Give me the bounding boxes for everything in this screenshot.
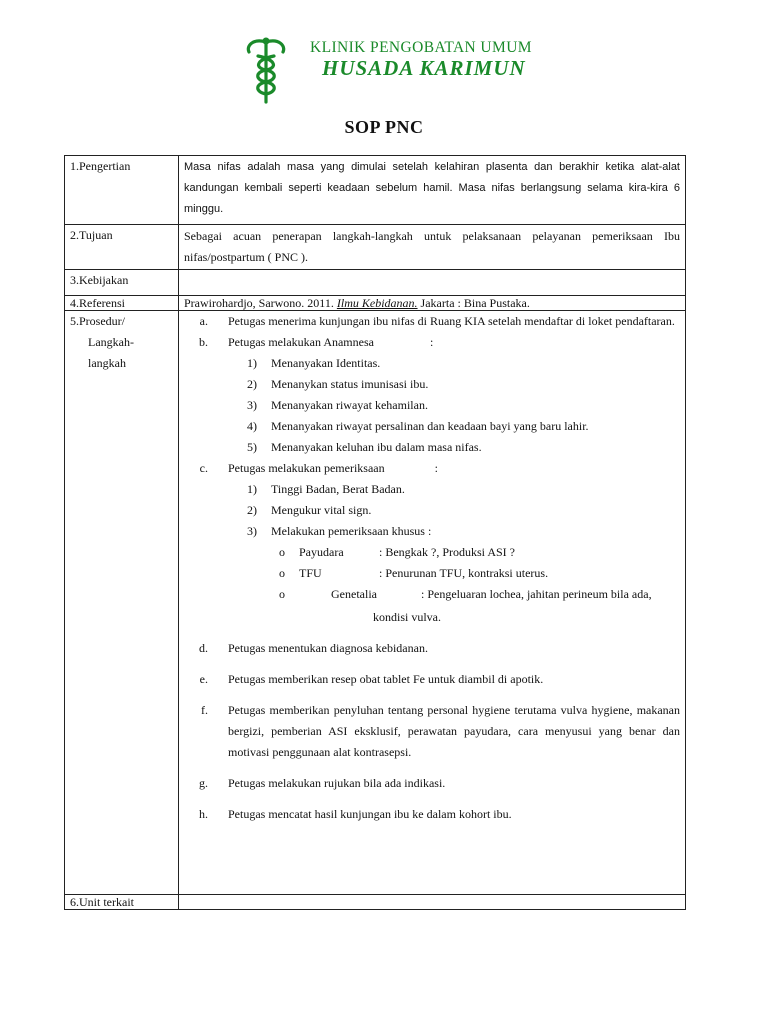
sub-marker: 2) [247, 503, 257, 517]
step-d [184, 638, 680, 659]
label-referensi [65, 296, 179, 311]
unit-terkait-text [179, 895, 686, 910]
step-h [184, 804, 680, 825]
clinic-header [0, 34, 768, 104]
step-text: Petugas menentukan diagnosa kebidanan. [228, 641, 428, 655]
document-title: SOP PNC [344, 117, 424, 137]
label-text: langkah [88, 356, 126, 370]
spacer [184, 659, 680, 669]
clinic-name-line2: HUSADA KARIMUN [322, 56, 526, 80]
step-text: Petugas memberikan resep obat tablet Fe untuk diambil di apotik. [228, 672, 544, 686]
label-text: 1.Pengertian [70, 159, 131, 173]
step-marker: c. [199, 461, 208, 475]
bullet-marker: o [279, 587, 285, 601]
step-b-4 [184, 416, 680, 437]
bullet-marker: o [279, 566, 285, 580]
bullet-value: : Pengeluaran lochea, jahitan perineum bila ada, [421, 587, 652, 601]
sub-text: Menanyakan keluhan ibu dalam masa nifas. [271, 440, 482, 454]
spacer [184, 794, 680, 804]
spacer [184, 628, 680, 638]
step-b-5 [184, 437, 680, 458]
step-b-1 [184, 353, 680, 374]
label-prosedur [65, 311, 179, 895]
ref-book-title: Ilmu Kebidanan. [336, 296, 418, 310]
step-b [184, 332, 680, 353]
spacer [184, 690, 680, 700]
sub-text: Menanykan status imunisasi ibu. [271, 377, 429, 391]
label-kebijakan [65, 270, 179, 296]
bullet-tfu [184, 563, 680, 584]
step-text: Petugas menerima kunjungan ibu nifas di Ruang KIA setelah mendaftar di loket pendaftaran. [228, 314, 675, 328]
sub-text: Menanyakan riwayat persalinan dan keadaan bayi yang baru lahir. [271, 419, 589, 433]
bullet-name: TFU [299, 566, 322, 580]
ref-author: Prawirohardjo, Sarwono. 2011. [184, 296, 337, 310]
sub-text: Menanyakan Identitas. [271, 356, 381, 370]
sub-text: Menanyakan riwayat kehamilan. [271, 398, 428, 412]
step-text: Petugas melakukan Anamnesa [228, 335, 374, 349]
label-text: 5.Prosedur/ [70, 314, 125, 328]
bullet-name: Payudara [299, 545, 344, 559]
step-e [184, 669, 680, 690]
step-marker: e. [199, 672, 208, 686]
row-tujuan [65, 225, 686, 270]
step-a [184, 311, 680, 332]
kebijakan-text [179, 270, 686, 296]
label-text: 2.Tujuan [70, 228, 113, 242]
sub-marker: 4) [247, 419, 257, 433]
step-colon: : [434, 461, 438, 475]
row-referensi [65, 296, 686, 311]
step-f [184, 700, 680, 763]
sub-marker: 1) [247, 356, 257, 370]
clinic-name-line1: KLINIK PENGOBATAN UMUM [310, 39, 532, 56]
label-text: 6.Unit terkait [70, 895, 134, 909]
label-tujuan [65, 225, 179, 270]
step-marker: h. [199, 807, 208, 821]
spacer [184, 763, 680, 773]
label-unit-terkait [65, 895, 179, 910]
sub-marker: 3) [247, 524, 257, 538]
bullet-marker: o [279, 545, 285, 559]
sub-marker: 5) [247, 440, 257, 454]
step-b-3 [184, 395, 680, 416]
sop-table [64, 155, 686, 910]
sub-text: Mengukur vital sign. [271, 503, 372, 517]
step-c-2 [184, 500, 680, 521]
referensi-text [179, 296, 686, 311]
step-marker: d. [199, 641, 208, 655]
label-text: 3.Kebijakan [70, 273, 129, 287]
step-marker: a. [199, 314, 208, 328]
bullet-name: Genetalia [331, 587, 377, 601]
row-pengertian [65, 156, 686, 225]
bullet-payudara [184, 542, 680, 563]
label-pengertian [65, 156, 179, 225]
tujuan-text: Sebagai acuan penerapan langkah-langkah untuk pelaksanaan pelayanan pemeriksaan Ibu nifas/postpartum ( PNC ). [179, 225, 686, 270]
row-prosedur [65, 311, 686, 895]
step-g [184, 773, 680, 794]
bullet-value: : Bengkak ?, Produksi ASI ? [379, 545, 515, 559]
caduceus-icon [243, 36, 289, 104]
step-b-2 [184, 374, 680, 395]
row-kebijakan [65, 270, 686, 296]
row-unit-terkait [65, 895, 686, 910]
step-marker: g. [199, 776, 208, 790]
sub-marker: 3) [247, 398, 257, 412]
step-text: Petugas mencatat hasil kunjungan ibu ke dalam kohort ibu. [228, 807, 512, 821]
bullet-value: : Penurunan TFU, kontraksi uterus. [379, 566, 549, 580]
step-c-1 [184, 479, 680, 500]
step-colon: : [429, 335, 434, 349]
step-text: Petugas melakukan pemeriksaan [228, 461, 385, 475]
sub-marker: 2) [247, 377, 257, 391]
step-marker: b. [199, 335, 208, 349]
step-text: Petugas melakukan rujukan bila ada indikasi. [228, 776, 446, 790]
step-c-3 [184, 521, 680, 542]
step-text: Petugas memberikan penyluhan tentang personal hygiene terutama vulva hygiene, makanan bergizi, pemberian ASI eksklusif, perawatan payudara, cara menyusui yang benar dan motivasi penggunaan alat kontrasepsi. [228, 703, 680, 759]
genetalia-continuation: kondisi vulva. [373, 610, 441, 624]
label-text: 4.Referensi [70, 296, 125, 310]
bullet-genetalia [184, 584, 680, 605]
sub-text: Melakukan pemeriksaan khusus : [271, 524, 432, 538]
prosedur-steps [179, 311, 686, 895]
step-c [184, 458, 680, 479]
sub-text: Tinggi Badan, Berat Badan. [271, 482, 405, 496]
pengertian-text: Masa nifas adalah masa yang dimulai setelah kelahiran plasenta dan berakhir ketika alat-alat kandungan kembali seperti keadaan sebelum hamil. Masa nifas berlangsung selama kira-kira 6 minggu. [179, 156, 686, 225]
sub-marker: 1) [247, 482, 257, 496]
step-marker: f. [201, 703, 208, 717]
ref-publisher: Jakarta : Bina Pustaka. [417, 296, 530, 310]
label-text: Langkah- [88, 335, 134, 349]
